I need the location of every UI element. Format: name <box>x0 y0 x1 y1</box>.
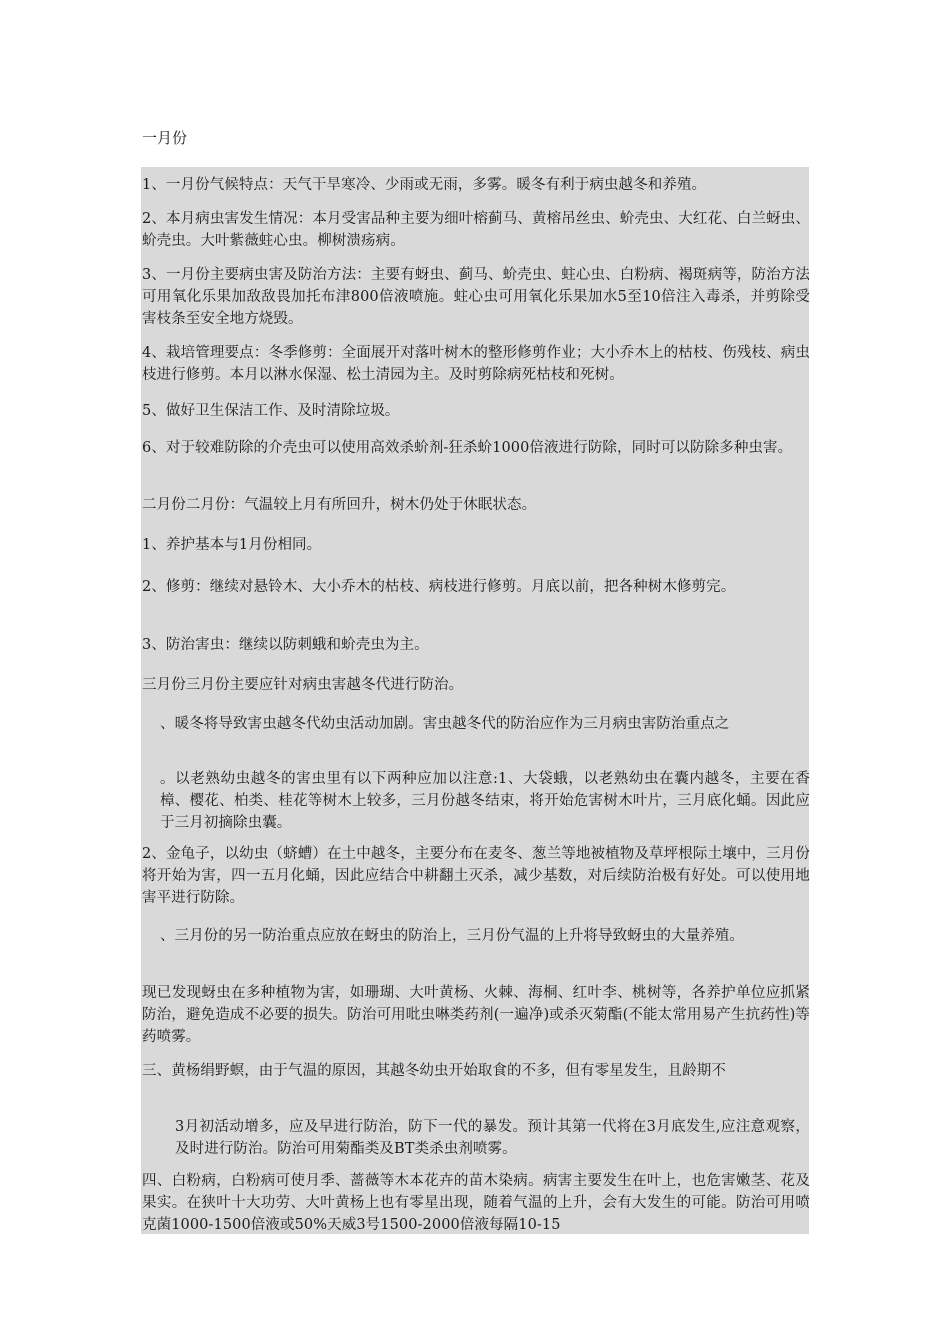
paragraph-mar-2: 。以老熟幼虫越冬的害虫里有以下两种应加以注意:1、大袋蛾，以老熟幼虫在囊内越冬，主要在香樟、樱花、柏类、桂花等树木上较多，三月份越冬结束，将开始危害树木叶片，三月底化蛹。因此应于三月初摘除虫囊。 <box>160 771 810 831</box>
paragraph-feb-1: 1、养护基本与1月份相同。 <box>142 537 322 553</box>
paragraph-jan-4: 4、栽培管理要点：冬季修剪：全面展开对落叶树木的整形修剪作业；大小乔木上的枯枝、伤残枝、病虫枝进行修剪。本月以淋水保湿、松土清园为主。及时剪除病死枯枝和死树。 <box>142 345 810 383</box>
page-title: 一月份 <box>142 129 188 147</box>
paragraph-mar-7: 3月初活动增多，应及早进行防治，防下一代的暴发。预计其第一代将在3月底发生,应注意观察，及时进行防治。防治可用菊酯类及BT类杀虫剂喷雾。 <box>175 1119 810 1157</box>
paragraph-mar-3: 2、金龟子，以幼虫（蛴螬）在土中越冬，主要分布在麦冬、葱兰等地被植物及草坪根际土壤中，三月份将开始为害，四一五月化蛹，因此应结合中耕翻土灭杀，减少基数，对后续防治极有好处。可以使用地害平进行防除。 <box>142 846 810 906</box>
paragraph-feb-2: 2、修剪：继续对悬铃木、大小乔木的枯枝、病枝进行修剪。月底以前，把各种树木修剪完。 <box>142 579 736 595</box>
paragraph-mar-5: 现已发现蚜虫在多种植物为害，如珊瑚、大叶黄杨、火棘、海桐、红叶李、桃树等，各养护单位应抓紧防治，避免造成不必要的损失。防治可用吡虫啉类药剂(一遍净)或杀灭菊酯(不能太常用易产生抗药性)等药喷雾。 <box>142 985 810 1045</box>
paragraph-jan-6: 6、对于较难防除的介壳虫可以使用高效杀蚧剂-狂杀蚧1000倍液进行防除，同时可以防除多种虫害。 <box>142 440 793 456</box>
paragraph-jan-5: 5、做好卫生保洁工作、及时清除垃圾。 <box>142 403 400 419</box>
paragraph-jan-1: 1、一月份气候特点：天气干旱寒冷、少雨或无雨，多雾。暖冬有利于病虫越冬和养殖。 <box>142 177 707 193</box>
paragraph-jan-3: 3、一月份主要病虫害及防治方法：主要有蚜虫、蓟马、蚧壳虫、蛀心虫、白粉病、褐斑病等，防治方法可用氧化乐果加敌敌畏加托布津800倍液喷施。蛀心虫可用氧化乐果加水5至10倍注入毒杀，并剪除受害枝条至安全地方烧毁。 <box>142 267 810 327</box>
paragraph-feb-3: 3、防治害虫：继续以防刺蛾和蚧壳虫为主。 <box>142 637 429 653</box>
paragraph-feb-heading: 二月份二月份：气温较上月有所回升，树木仍处于休眠状态。 <box>142 497 537 513</box>
paragraph-mar-1: 、暖冬将导致害虫越冬代幼虫活动加剧。害虫越冬代的防治应作为三月病虫害防治重点之 <box>160 716 730 732</box>
paragraph-mar-6: 三、黄杨绢野螟，由于气温的原因，其越冬幼虫开始取食的不多，但有零星发生，且龄期不 <box>142 1063 726 1079</box>
paragraph-mar-heading: 三月份三月份主要应针对病虫害越冬代进行防治。 <box>142 677 464 693</box>
paragraph-mar-4: 、三月份的另一防治重点应放在蚜虫的防治上，三月份气温的上升将导致蚜虫的大量养殖。 <box>160 928 744 944</box>
paragraph-mar-8: 四、白粉病，白粉病可使月季、蔷薇等木本花卉的苗木染病。病害主要发生在叶上，也危害嫩茎、花及果实。在狭叶十大功劳、大叶黄杨上也有零星出现，随着气温的上升，会有大发生的可能。防治可用喷克菌1000-1500倍液或50%天威3号1500-2000倍液每隔10-15 <box>142 1173 810 1233</box>
paragraph-jan-2: 2、本月病虫害发生情况：本月受害品种主要为细叶榕蓟马、黄榕吊丝虫、蚧壳虫、大红花、白兰蚜虫、蚧壳虫。大叶紫薇蛀心虫。柳树溃疡病。 <box>142 211 810 249</box>
